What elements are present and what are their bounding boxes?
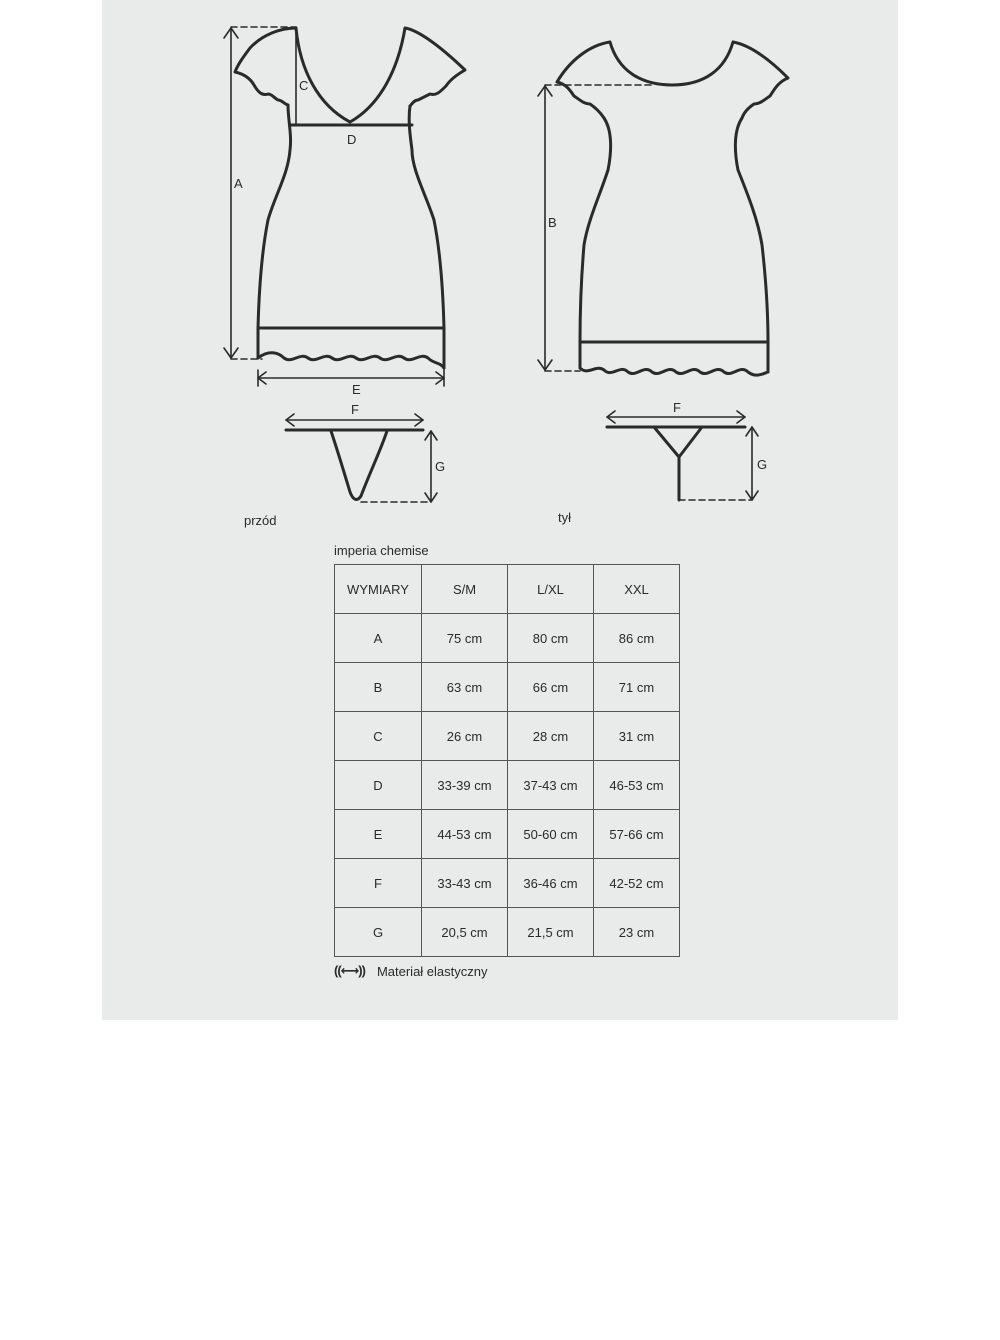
table-cell: 46-53 cm: [594, 761, 680, 810]
dimension-label-g-front: G: [435, 459, 446, 474]
table-cell: B: [335, 663, 422, 712]
table-cell: 66 cm: [508, 663, 594, 712]
dimension-label-d: D: [347, 132, 357, 147]
front-thong-outline: [286, 430, 423, 499]
table-cell: 33-39 cm: [422, 761, 508, 810]
table-header-cell: S/M: [422, 565, 508, 614]
dimension-label-g-back: G: [757, 457, 768, 472]
product-name: imperia chemise: [334, 543, 429, 558]
dimension-label-f-front: F: [351, 402, 359, 417]
table-cell: 26 cm: [422, 712, 508, 761]
dimension-label-e: E: [352, 382, 361, 397]
table-cell: 42-52 cm: [594, 859, 680, 908]
front-chemise-outline: [235, 28, 465, 368]
table-cell: E: [335, 810, 422, 859]
elastic-material-icon: ((⟷)): [334, 963, 365, 978]
legend: [334, 963, 488, 979]
table-row: [335, 663, 680, 712]
table-cell: 75 cm: [422, 614, 508, 663]
dimension-label-f-back: F: [673, 400, 681, 415]
table-cell: 33-43 cm: [422, 859, 508, 908]
table-header-row: [335, 565, 680, 614]
table-cell: 31 cm: [594, 712, 680, 761]
dimension-label-c: C: [299, 78, 309, 93]
table-cell: 57-66 cm: [594, 810, 680, 859]
front-view-caption: przód: [244, 513, 277, 528]
table-cell: 86 cm: [594, 614, 680, 663]
dimension-label-a: A: [234, 176, 243, 191]
table-cell: F: [335, 859, 422, 908]
table-cell: 44-53 cm: [422, 810, 508, 859]
table-cell: C: [335, 712, 422, 761]
table-cell: 21,5 cm: [508, 908, 594, 957]
table-cell: 36-46 cm: [508, 859, 594, 908]
table-row: [335, 859, 680, 908]
table-cell: 50-60 cm: [508, 810, 594, 859]
back-chemise-outline: [557, 42, 788, 375]
table-cell: 80 cm: [508, 614, 594, 663]
table-cell: 71 cm: [594, 663, 680, 712]
table-row: [335, 810, 680, 859]
table-header-cell: L/XL: [508, 565, 594, 614]
table-header-cell: WYMIARY: [335, 565, 422, 614]
table-row: [335, 614, 680, 663]
table-cell: 37-43 cm: [508, 761, 594, 810]
table-cell: A: [335, 614, 422, 663]
table-cell: G: [335, 908, 422, 957]
table-header-cell: XXL: [594, 565, 680, 614]
table-cell: 28 cm: [508, 712, 594, 761]
table-row: [335, 712, 680, 761]
table-cell: 63 cm: [422, 663, 508, 712]
legend-text: Materiał elastyczny: [376, 963, 488, 979]
dimension-label-b: B: [548, 215, 557, 230]
table-cell: 20,5 cm: [422, 908, 508, 957]
back-view-caption: tył: [558, 510, 571, 525]
table-cell: 23 cm: [594, 908, 680, 957]
table-row: [335, 908, 680, 957]
table-row: [335, 761, 680, 810]
table-cell: D: [335, 761, 422, 810]
back-thong-outline: [607, 427, 745, 500]
size-table: [334, 564, 680, 957]
